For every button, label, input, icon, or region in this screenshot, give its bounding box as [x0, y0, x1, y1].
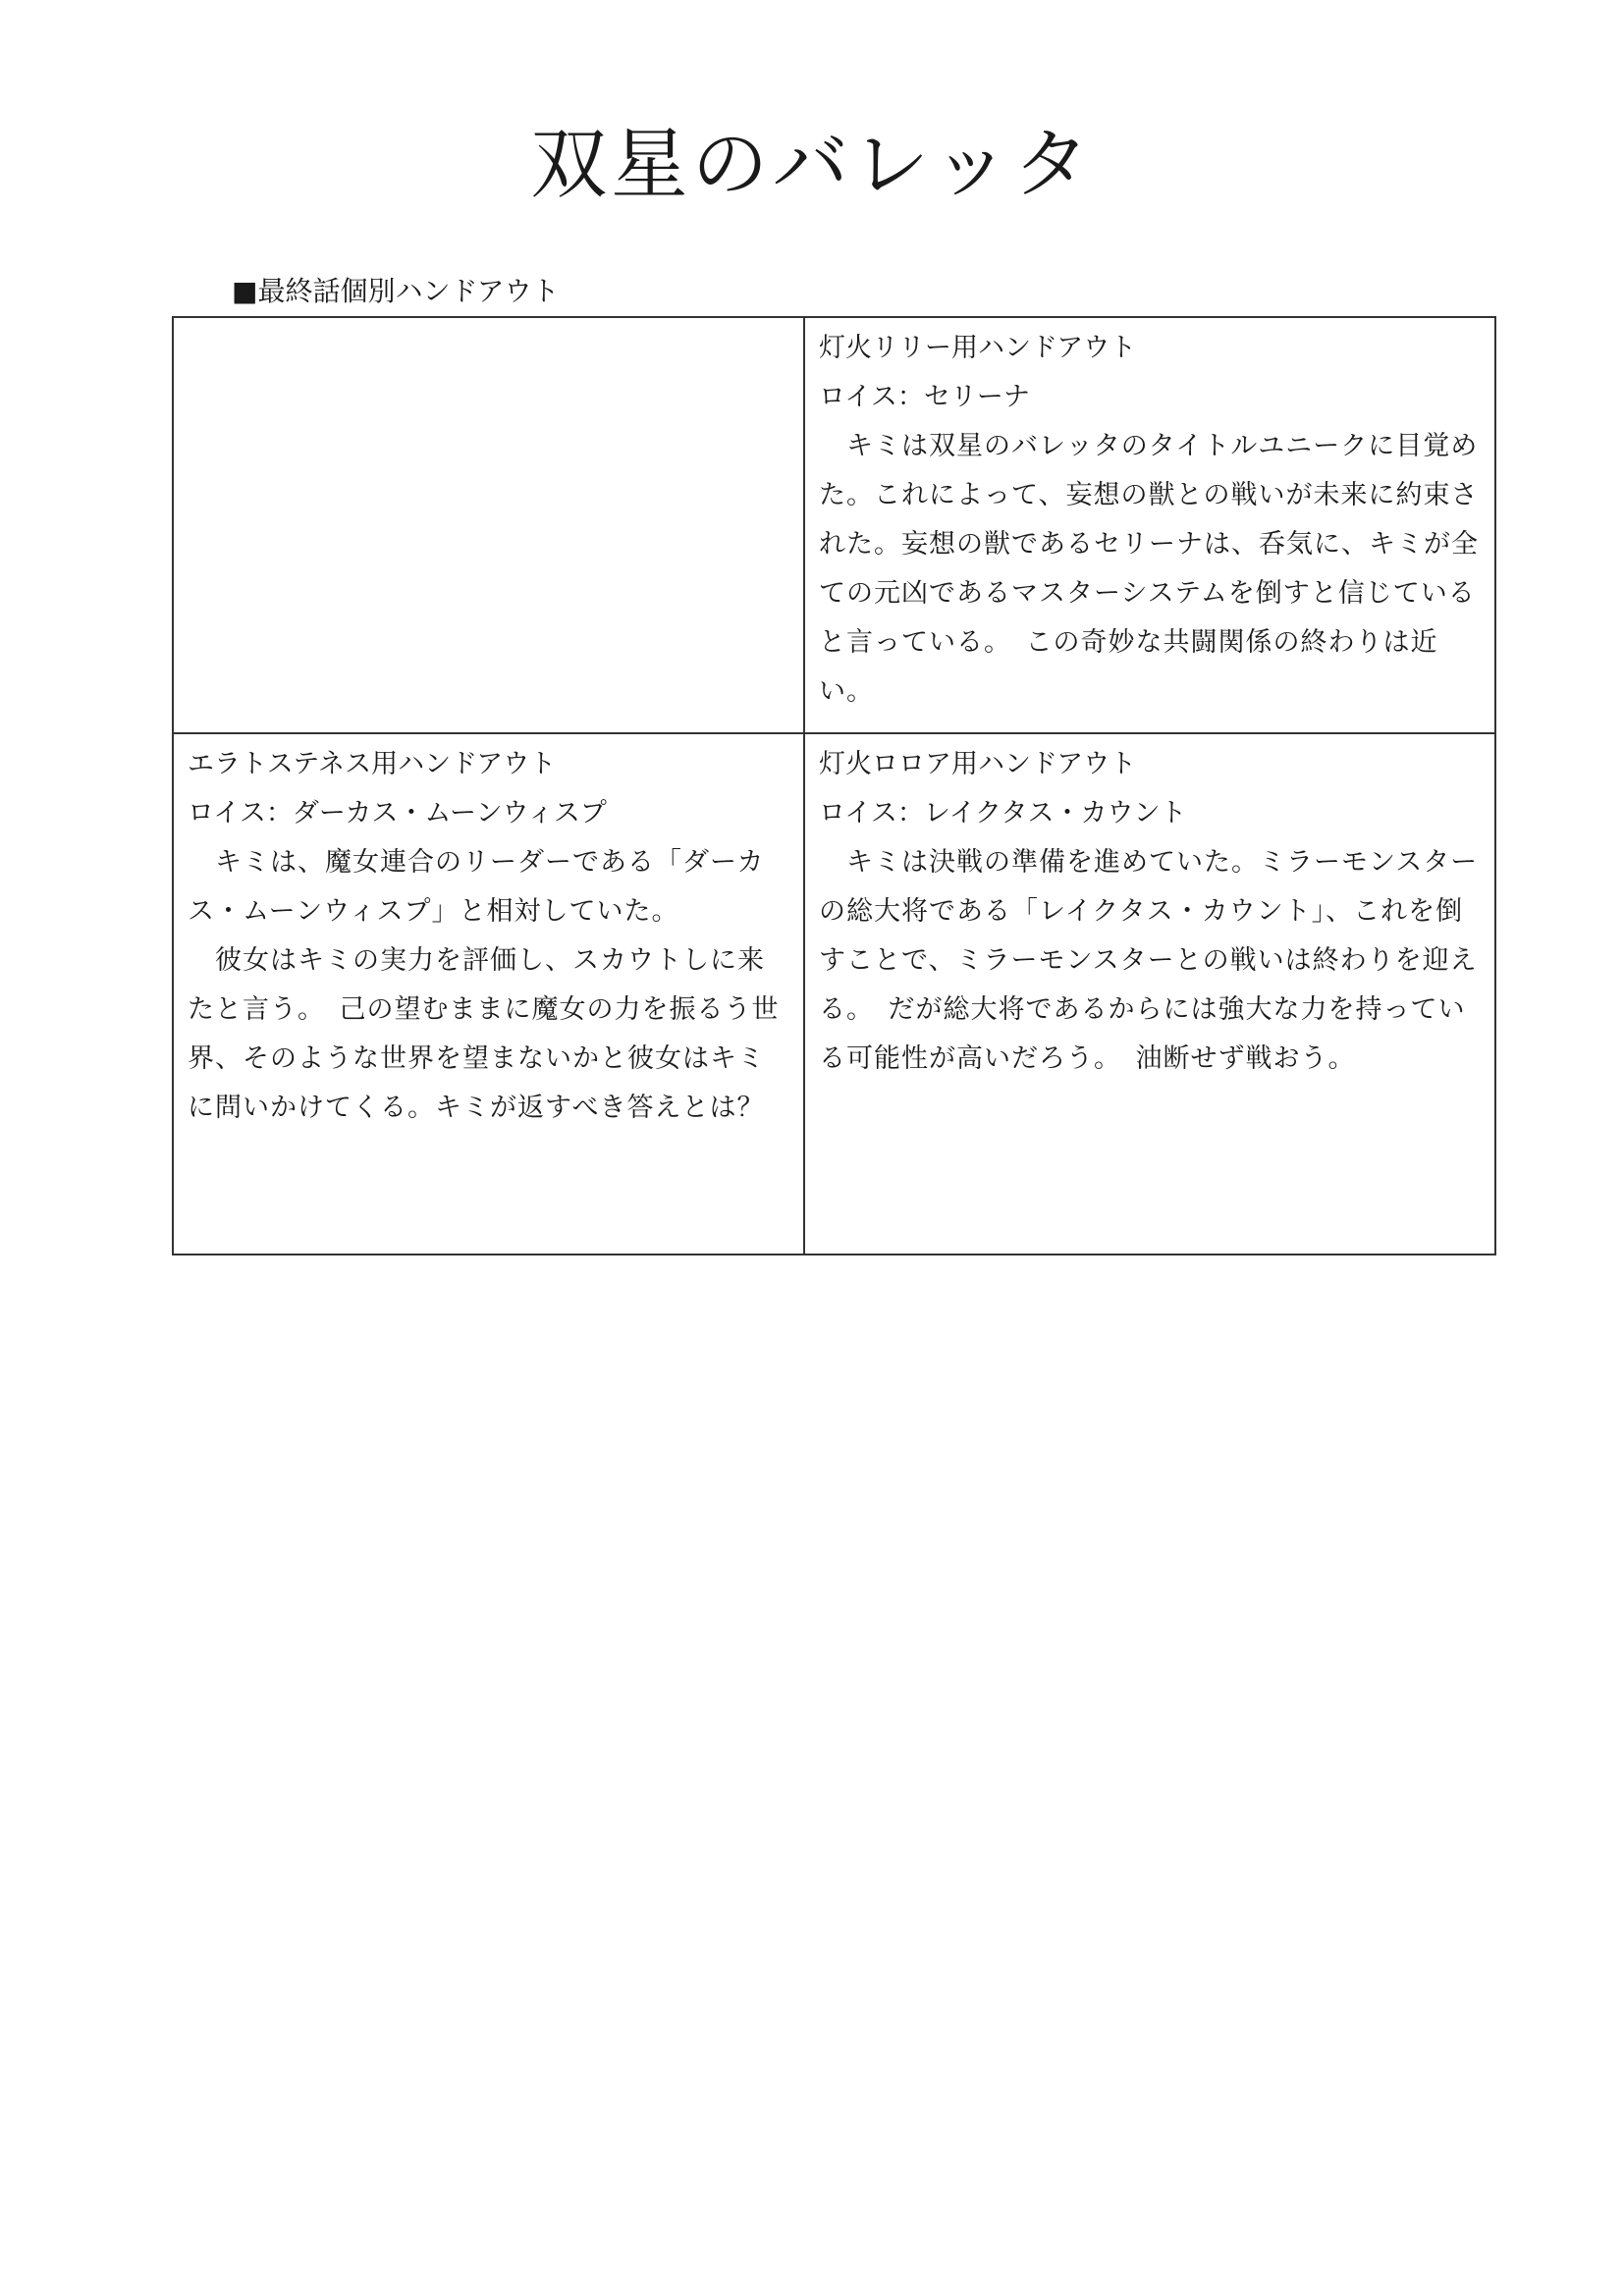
- handout-paragraph: 彼女はキミの実力を評価し、スカウトしに来たと言う。 己の望むままに魔女の力を振るう世界、そのような世界を望まないかと彼女はキミに問いかけてくる。キミが返すべき答えとは？: [188, 945, 780, 1123]
- handout-body-eratosthenes: [188, 838, 789, 1133]
- document-title: 双星のバレッタ: [530, 121, 1094, 209]
- handout-cell-lily: [804, 317, 1495, 733]
- handout-cell-empty: [173, 317, 804, 733]
- handout-lois-roroa: ロイス：レイクタス・カウント: [819, 798, 1187, 828]
- handout-title-eratosthenes: エラトステネス用ハンドアウト: [188, 749, 557, 779]
- handout-paragraph: キミは双星のバレッタのタイトルユニークに目覚めた。これによって、妄想の獣との戦いが未来に約束された。妄想の獣であるセリーナは、呑気に、キミが全ての元凶であるマスターシステムを倒すと信じていると言っている。 この奇妙な共闘関係の終わりは近い。: [819, 431, 1479, 707]
- handout-lois-eratosthenes: ロイス：ダーカス・ムーンウィスプ: [188, 798, 607, 828]
- handout-row-bottom: [173, 733, 1495, 1255]
- handout-title-roroa: 灯火ロロア用ハンドアウト: [819, 749, 1137, 779]
- handout-row-top: [173, 317, 1495, 733]
- handout-cell-roroa: [804, 733, 1495, 1255]
- handout-cell-eratosthenes: [173, 733, 804, 1255]
- handout-lois-lily: ロイス：セリーナ: [819, 382, 1030, 412]
- handout-paragraph: キミは決戦の準備を進めていた。ミラーモンスターの総大将である「レイクタス・カウント」、これを倒すことで、ミラーモンスターとの戦いは終わりを迎える。 だが総大将であるからには強大な力を持っている可能性が高いだろう。 油断せず戦おう。: [819, 847, 1479, 1074]
- handout-body-roroa: [819, 838, 1481, 1084]
- handout-title-lily: 灯火リリー用ハンドアウト: [819, 333, 1137, 363]
- handout-paragraph: キミは、魔女連合のリーダーである「ダーカス・ムーンウィスプ」と相対していた。: [188, 847, 765, 927]
- handout-table: [172, 316, 1496, 1255]
- handout-body-lily: [819, 422, 1481, 717]
- section-heading: ■最終話個別ハンドアウト: [232, 275, 560, 307]
